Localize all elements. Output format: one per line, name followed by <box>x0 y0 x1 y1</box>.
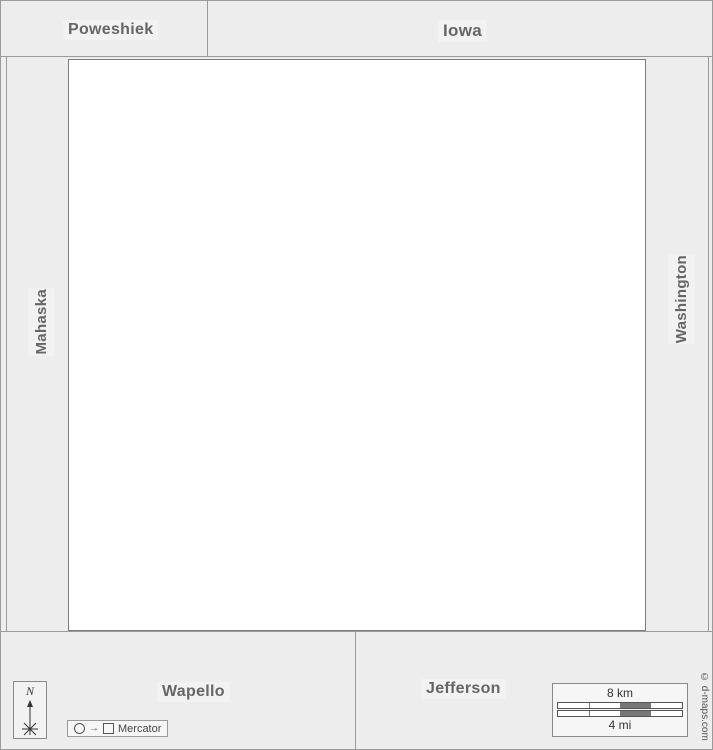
divider-right-vertical <box>708 57 709 631</box>
county-label-washington: Washington <box>668 254 695 344</box>
county-label-wapello: Wapello <box>157 682 230 702</box>
divider-bottom-vertical <box>355 631 356 750</box>
scale-km-label: 8 km <box>606 686 633 700</box>
scale-bar <box>552 683 688 737</box>
globe-circle-icon <box>74 723 85 734</box>
center-county-area <box>68 59 646 631</box>
divider-bottom-horizontal <box>1 631 713 632</box>
copyright-notice: © d-maps.com <box>699 672 710 741</box>
divider-top-horizontal <box>1 56 713 57</box>
county-label-mahaska: Mahaska <box>28 288 55 355</box>
county-label-poweshiek: Poweshiek <box>63 20 158 40</box>
compass-north-label: N <box>25 684 34 698</box>
county-label-iowa: Iowa <box>438 20 487 42</box>
scale-ruler-km <box>557 702 683 709</box>
map-square-icon <box>103 723 114 734</box>
arrow-right-icon: → <box>89 723 99 734</box>
divider-left-vertical <box>6 57 7 631</box>
compass-rose-icon <box>13 681 47 739</box>
divider-top-vertical <box>207 1 208 57</box>
scale-ruler-mi <box>557 710 683 717</box>
county-label-jefferson: Jefferson <box>421 679 506 699</box>
compass-arrow-icon <box>19 699 41 737</box>
scale-mi-label: 4 mi <box>608 718 632 732</box>
projection-label: Mercator <box>118 722 162 735</box>
projection-indicator <box>67 720 168 737</box>
